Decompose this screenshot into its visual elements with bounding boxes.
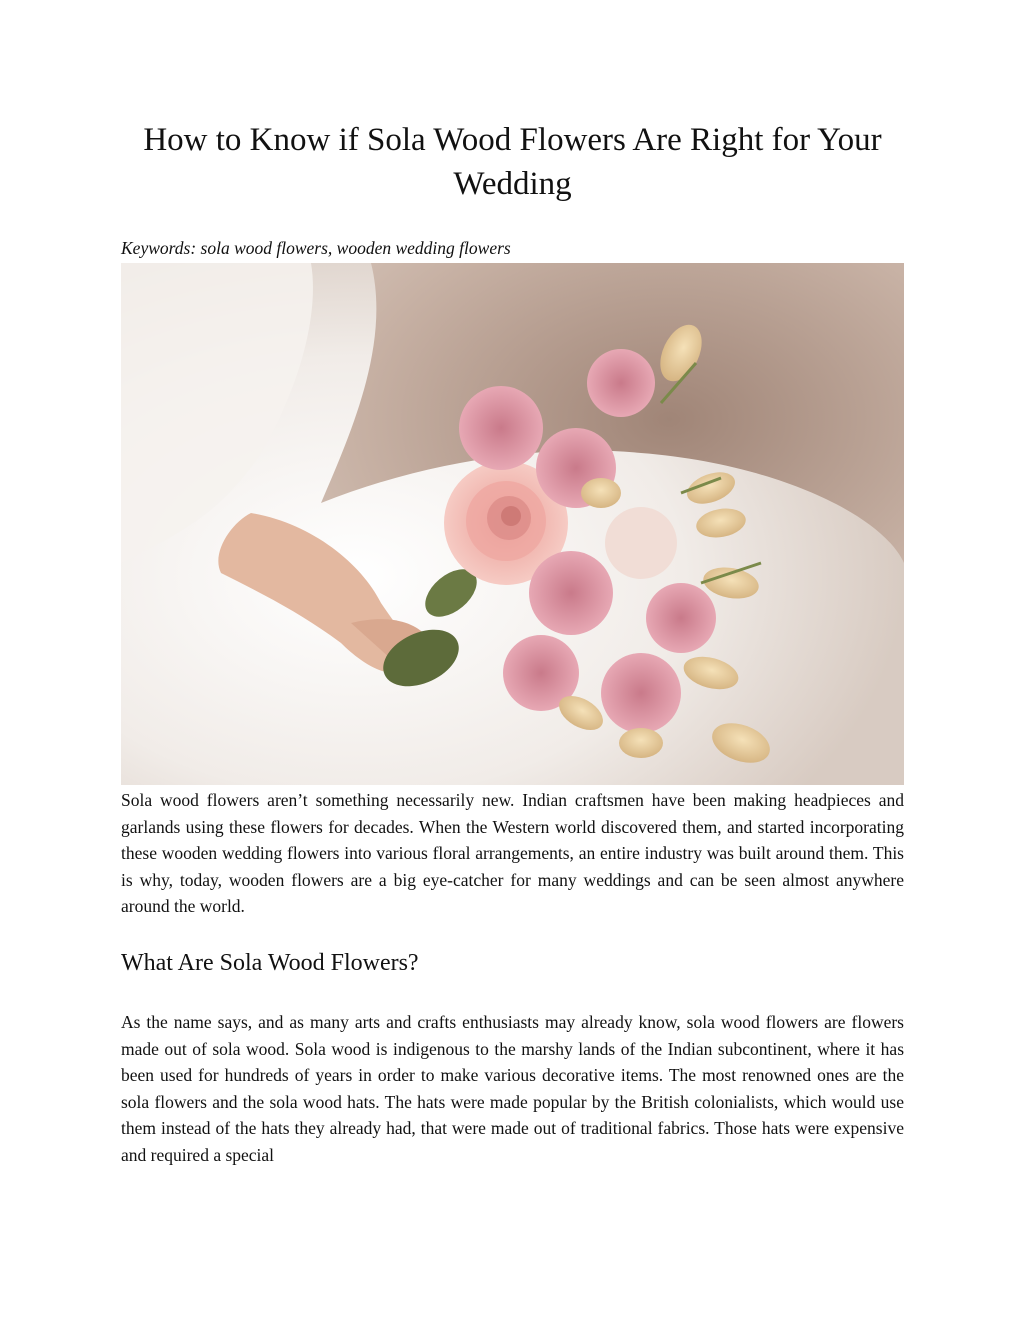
keywords-line: Keywords: sola wood flowers, wooden wedding flowers xyxy=(121,238,511,258)
body-paragraph: As the name says, and as many arts and crafts enthusiasts may already know, sola wood flowers are flowers made out of sola wood. Sola wood is indigenous to the marshy lands of the Indian subcontinent, where it has been used for hundreds of years in order to make various decorative items. The most renowned ones are the sola flowers and the sola wood hats. The hats were made popular by the British colonialists, which would use them instead of the hats they already had, that were made out of traditional fabrics. Those hats were expensive and required a special xyxy=(121,1012,904,1165)
bridal-bouquet-photo xyxy=(121,263,904,785)
page-title: How to Know if Sola Wood Flowers Are Right for Your Wedding xyxy=(143,122,882,202)
section-heading: What Are Sola Wood Flowers? xyxy=(121,950,419,976)
intro-paragraph: Sola wood flowers aren’t something necessarily new. Indian craftsmen have been making headpieces and garlands using these flowers for decades. When the Western world discovered them, and started incorporating these wooden wedding flowers into various floral arrangements, an entire industry was built around them. This is why, today, wooden flowers are a big eye-catcher for many weddings and can be seen almost anywhere around the world. xyxy=(121,790,904,916)
